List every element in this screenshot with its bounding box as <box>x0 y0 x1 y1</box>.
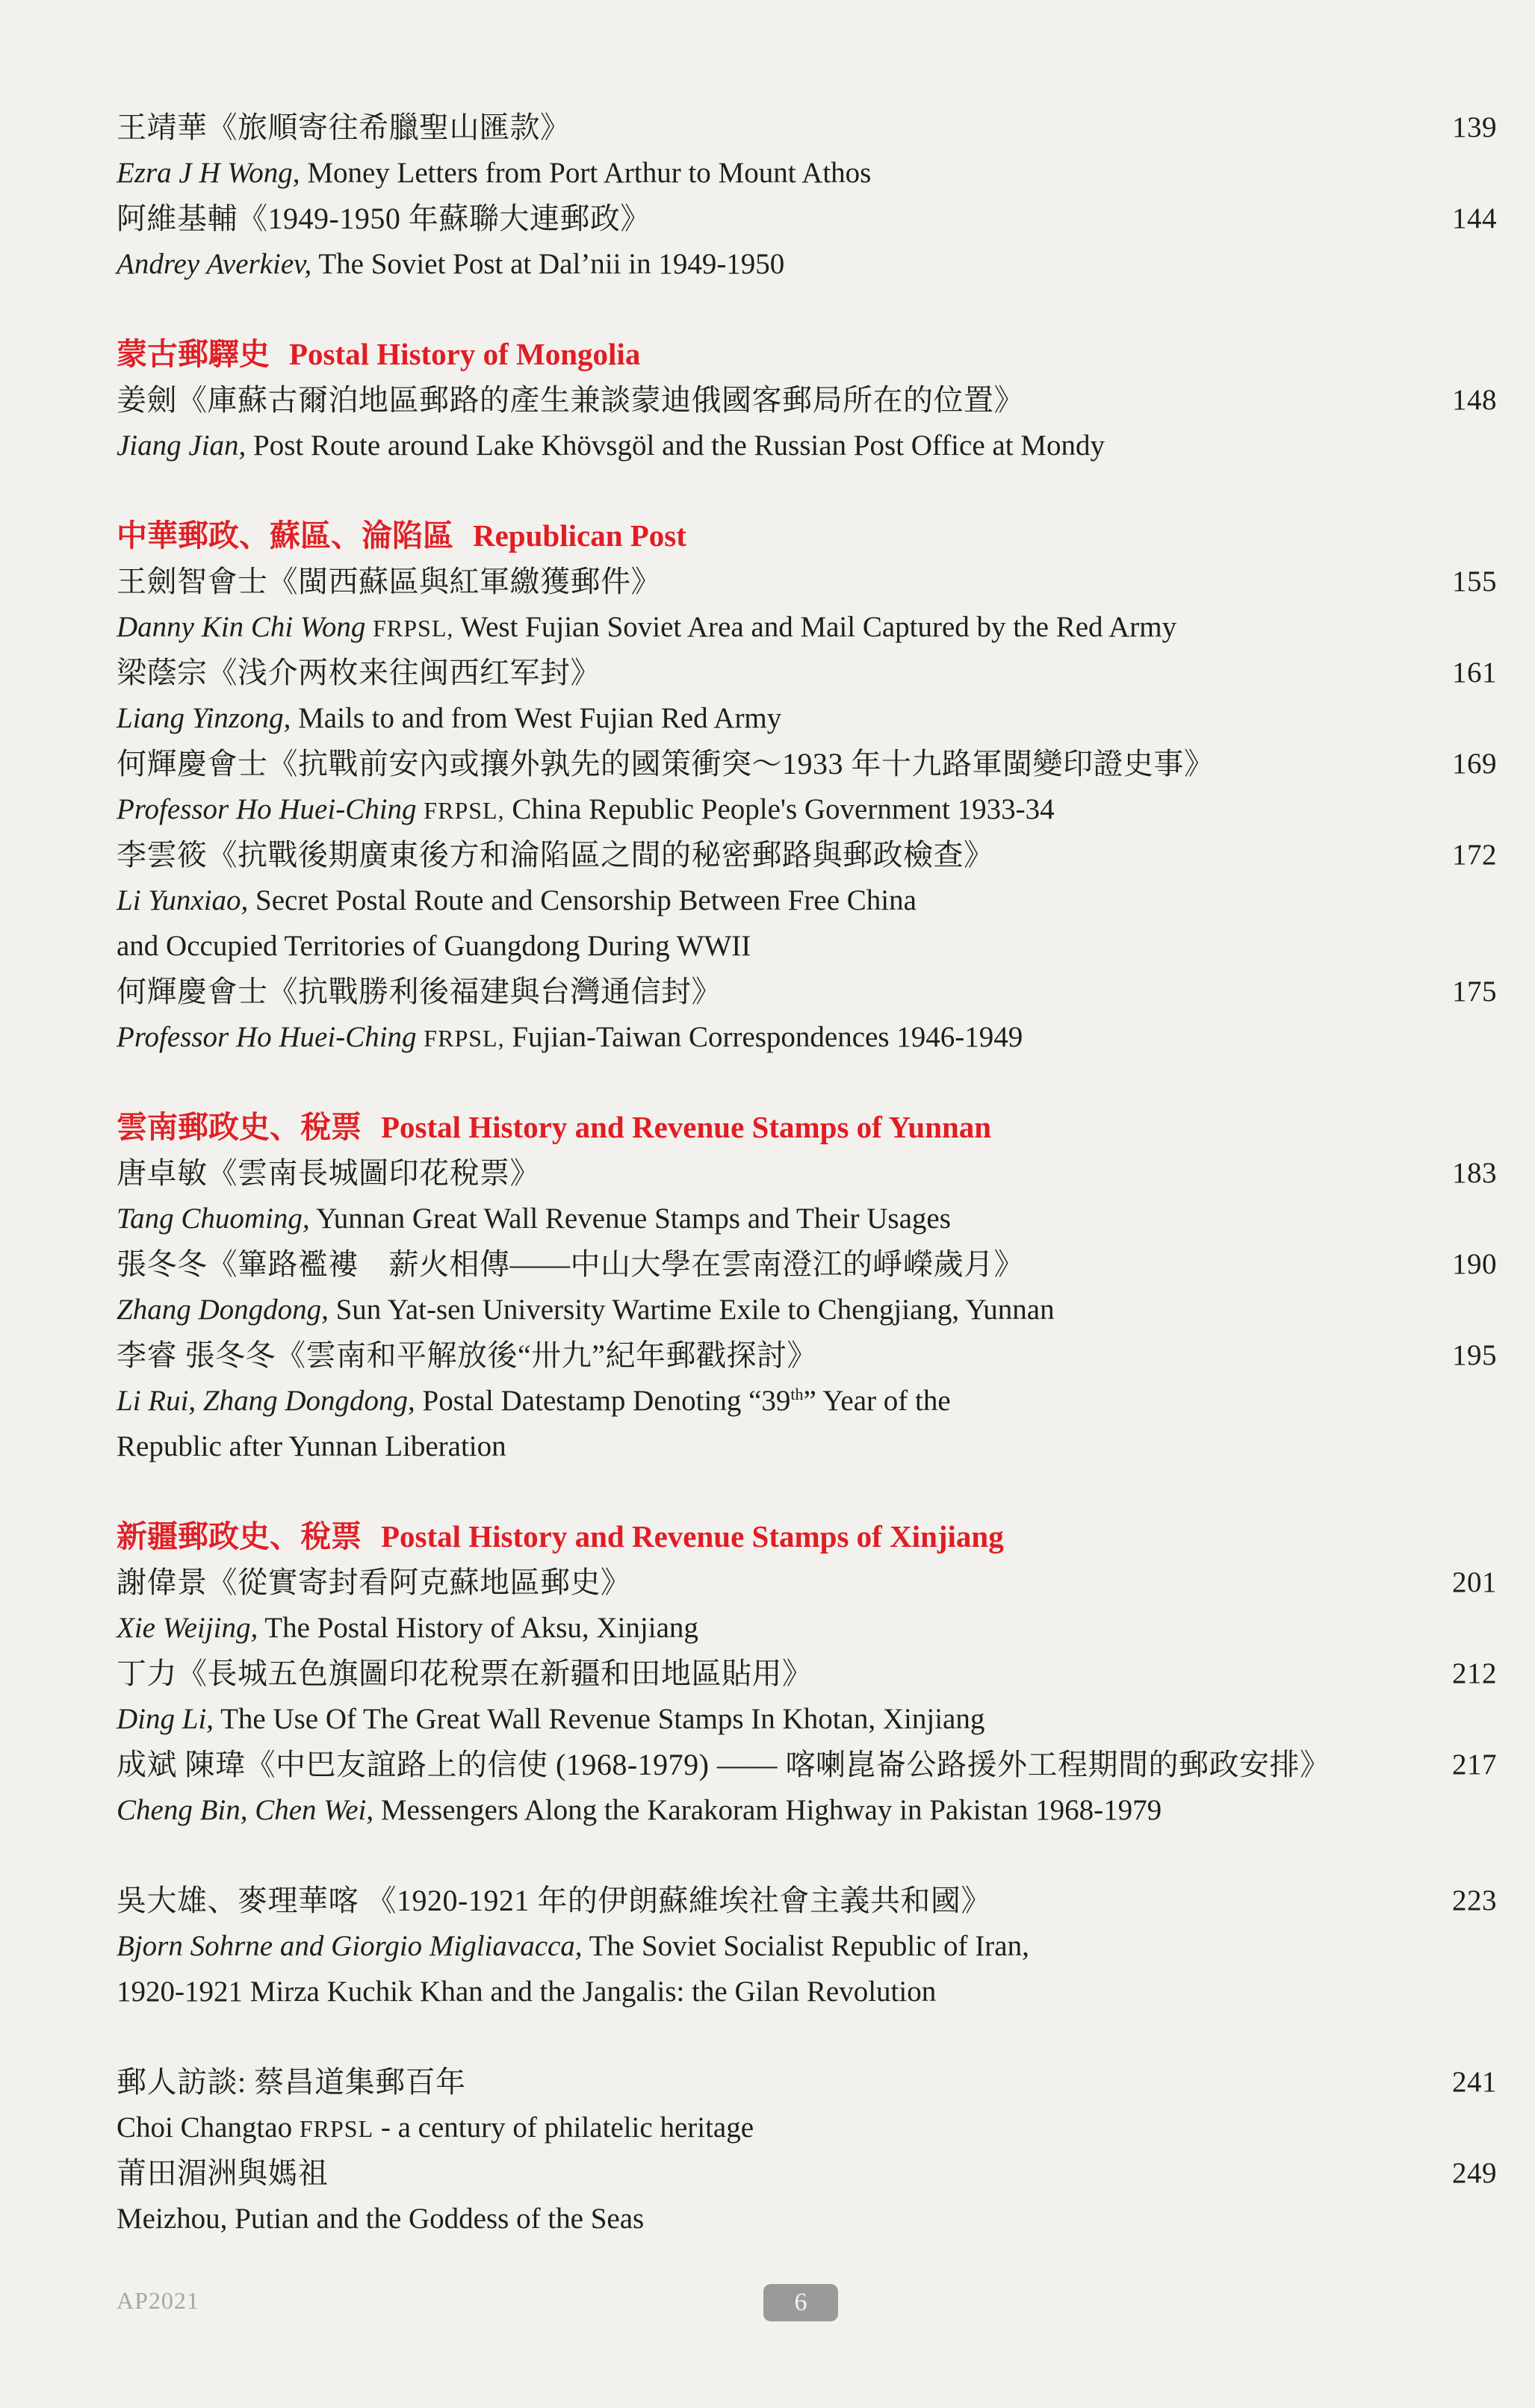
section-heading-republican: 中華郵政、蘇區、淪陷區 Republican Post <box>117 518 686 553</box>
entry-en: Bjorn Sohrne and Giorgio Migliavacca, The Soviet Socialist Republic of Iran, <box>117 1930 1029 1962</box>
entry-en: Meizhou, Putian and the Goddess of the Seas <box>117 2203 645 2235</box>
entry-en: Liang Yinzong, Mails to and from West Fujian Red Army <box>117 702 782 734</box>
entry-zh: 莆田湄洲與媽祖 249 <box>117 2150 1506 2196</box>
entry-en: Tang Chuoming, Yunnan Great Wall Revenue Stamps and Their Usages <box>117 1203 951 1235</box>
entry-en: Professor Ho Huei-Ching FRPSL, Fujian-Taiwan Correspondences 1946-1949 <box>117 1021 1023 1053</box>
section-heading-xinjiang: 新疆郵政史、稅票 Postal History and Revenue Stamps of Xinjiang <box>117 1519 1004 1554</box>
entry-zh: 李雲筱《抗戰後期廣東後方和淪陷區之間的秘密郵路與郵政檢查》 172 <box>117 832 1506 878</box>
entry-zh: 阿維基輔《1949-1950 年蘇聯大連郵政》 144 <box>117 196 1506 241</box>
entry-en: Professor Ho Huei-Ching FRPSL, China Republic People's Government 1933-34 <box>117 793 1055 825</box>
page-number: 148 <box>1452 384 1497 416</box>
entry-en: Ding Li, The Use Of The Great Wall Revenue Stamps In Khotan, Xinjiang <box>117 1703 985 1735</box>
page-number: 201 <box>1452 1566 1497 1598</box>
entry-zh: 李睿 張冬冬《雲南和平解放後“卅九”紀年郵戳探討》 195 <box>117 1332 1506 1378</box>
page-number: 195 <box>1452 1339 1497 1371</box>
entry-en: Xie Weijing, The Postal History of Aksu, Xinjiang <box>117 1612 698 1644</box>
entry-en-cont: and Occupied Territories of Guangdong During WWII <box>117 930 751 962</box>
section-heading-yunnan: 雲南郵政史、稅票 Postal History and Revenue Stamps of Yunnan <box>117 1110 992 1144</box>
entry-zh: 何輝慶會士《抗戰勝利後福建與台灣通信封》 175 <box>117 969 1506 1014</box>
entry-en: Zhang Dongdong, Sun Yat-sen University Wartime Exile to Chengjiang, Yunnan <box>117 1294 1055 1326</box>
entry-zh: 王劍智會士《閩西蘇區與紅軍繳獲郵件》 155 <box>117 559 1506 604</box>
footer-page-number: 6 <box>763 2284 838 2321</box>
entry-zh: 郵人訪談: 蔡昌道集郵百年 241 <box>117 2059 1506 2105</box>
table-of-contents <box>117 105 1506 2241</box>
entry-zh: 張冬冬《篳路襤褸 薪火相傳——中山大學在雲南澄江的崢嶸歲月》 190 <box>117 1241 1506 1287</box>
entry-zh: 梁蔭宗《浅介两枚来往闽西红军封》 161 <box>117 650 1506 695</box>
entry-en-cont: Republic after Yunnan Liberation <box>117 1430 506 1462</box>
page-number: 175 <box>1452 975 1497 1008</box>
entry-zh: 何輝慶會士《抗戰前安內或攘外孰先的國策衝突～1933 年十九路軍閩變印證史事》 169 <box>117 741 1506 786</box>
entry-zh: 吳大雄、麥理華喀 《1920-1921 年的伊朗蘇維埃社會主義共和國》 223 <box>117 1878 1506 1923</box>
page-number: 249 <box>1452 2157 1497 2189</box>
entry-zh: 成斌 陳瑋《中巴友誼路上的信使 (1968-1979) —— 喀喇崑崙公路援外工程期間的郵政安排》 217 <box>117 1742 1506 1787</box>
entry-en: Jiang Jian, Post Route around Lake Khövsgöl and the Russian Post Office at Mondy <box>117 429 1105 462</box>
page-number: 172 <box>1452 839 1497 871</box>
entry-en: Li Yunxiao, Secret Postal Route and Censorship Between Free China <box>117 884 917 916</box>
page-number: 139 <box>1452 111 1497 143</box>
entry-zh: 唐卓敏《雲南長城圖印花稅票》 183 <box>117 1150 1506 1196</box>
entry-zh: 姜劍《庫蘇古爾泊地區郵路的產生兼談蒙迪俄國客郵局所在的位置》 148 <box>117 377 1506 423</box>
page-number: 223 <box>1452 1884 1497 1917</box>
page-number: 217 <box>1452 1748 1497 1781</box>
page-number: 161 <box>1452 657 1497 689</box>
page-number: 190 <box>1452 1248 1497 1280</box>
entry-en: Danny Kin Chi Wong FRPSL, West Fujian Soviet Area and Mail Captured by the Red Army <box>117 611 1177 643</box>
page-number: 169 <box>1452 748 1497 780</box>
section-heading-mongolia: 蒙古郵驛史 Postal History of Mongolia <box>117 337 641 371</box>
entry-en: Li Rui, Zhang Dongdong, Postal Datestamp Denoting “39th” Year of the <box>117 1385 951 1417</box>
entry-en-cont: 1920-1921 Mirza Kuchik Khan and the Jangalis: the Gilan Revolution <box>117 1976 937 2008</box>
entry-zh: 丁力《長城五色旗圖印花稅票在新疆和田地區貼用》 212 <box>117 1651 1506 1696</box>
page-number: 212 <box>1452 1657 1497 1689</box>
entry-en: Cheng Bin, Chen Wei, Messengers Along the Karakoram Highway in Pakistan 1968-1979 <box>117 1794 1162 1826</box>
entry-en: Choi Changtao FRPSL - a century of philatelic heritage <box>117 2111 754 2144</box>
entry-en: Andrey Averkiev, The Soviet Post at Dal’nii in 1949-1950 <box>117 248 785 280</box>
page-number: 144 <box>1452 202 1497 235</box>
entry-zh: 王靖華《旅順寄往希臘聖山匯款》 139 <box>117 105 1506 150</box>
page-number: 183 <box>1452 1157 1497 1189</box>
page-number: 155 <box>1452 565 1497 598</box>
footer-journal-label: AP2021 <box>117 2287 199 2314</box>
entry-en: Ezra J H Wong, Money Letters from Port Arthur to Mount Athos <box>117 157 872 189</box>
entry-zh: 謝偉景《從實寄封看阿克蘇地區郵史》 201 <box>117 1560 1506 1605</box>
page-number: 241 <box>1452 2066 1497 2098</box>
